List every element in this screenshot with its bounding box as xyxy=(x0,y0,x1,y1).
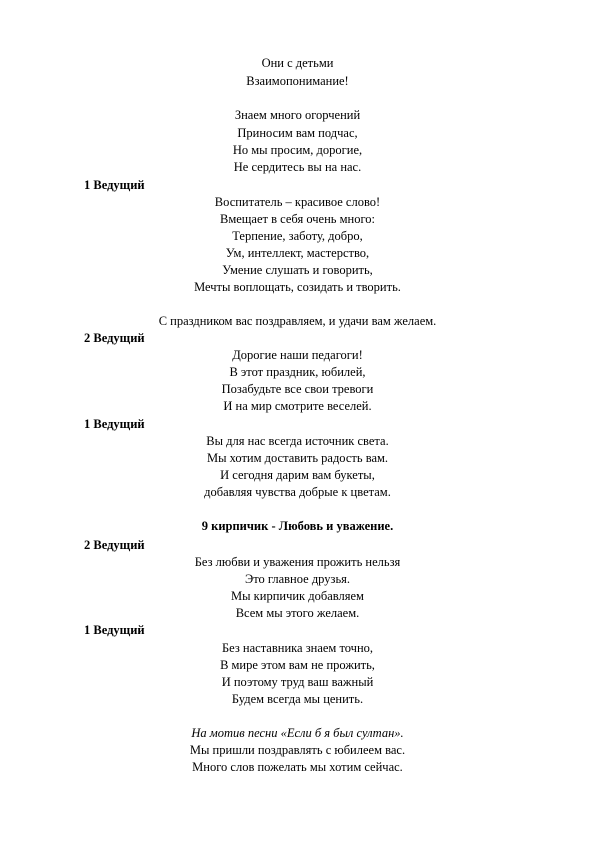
speaker-label: 2 Ведущий xyxy=(84,331,145,345)
poem-line: Вы для нас всегда источник света. xyxy=(206,434,389,448)
text-line: Они с детьми xyxy=(261,56,334,70)
poem-line: И на мир смотрите веселей. xyxy=(223,399,372,413)
poem-line: Не сердитесь вы на нас. xyxy=(233,160,362,174)
poem-line: Без любви и уважения прожить нельзя xyxy=(194,555,401,569)
song-intro: На мотив песни «Если б я был султан». xyxy=(191,726,404,740)
speaker-label: 1 Ведущий xyxy=(84,417,145,431)
poem-line: И поэтому труд ваш важный xyxy=(221,675,374,689)
speaker-label: 2 Ведущий xyxy=(84,538,145,552)
poem-line: Воспитатель – красивое слово! xyxy=(214,195,381,209)
poem-line: Терпение, заботу, добро, xyxy=(232,229,363,243)
greeting-line: С праздником вас поздравляем, и удачи вам желаем. xyxy=(158,314,437,328)
poem-line: Без наставника знаем точно, xyxy=(221,641,374,655)
poem-line: Это главное друзья. xyxy=(244,572,351,586)
poem-line: Мечты воплощать, созидать и творить. xyxy=(194,280,401,294)
poem-line: добавляя чувства добрые к цветам. xyxy=(204,485,391,499)
poem-line: Будем всегда мы ценить. xyxy=(231,692,364,706)
text-line: Взаимопонимание! xyxy=(246,74,349,88)
poem-line: Позабудьте все свои тревоги xyxy=(221,382,374,396)
poem-line: Вмещает в себя очень много: xyxy=(220,212,375,226)
poem-line: Мы хотим доставить радость вам. xyxy=(206,451,389,465)
poem-line: Но мы просим, дорогие, xyxy=(232,143,363,157)
poem-line: В этот праздник, юбилей, xyxy=(229,365,366,379)
poem-line: Дорогие наши педагоги! xyxy=(232,348,363,362)
poem-line: Много слов пожелать мы хотим сейчас. xyxy=(192,760,403,774)
poem-line: Умение слушать и говорить, xyxy=(222,263,373,277)
poem-line: Мы пришли поздравлять с юбилеем вас. xyxy=(189,743,406,757)
poem-line: Мы кирпичик добавляем xyxy=(231,589,364,603)
poem-line: В мире этом вам не прожить, xyxy=(220,658,375,672)
poem-line: Приносим вам подчас, xyxy=(237,126,358,140)
poem-line: Ум, интеллект, мастерство, xyxy=(225,246,370,260)
poem-line: Всем мы этого желаем. xyxy=(235,606,360,620)
speaker-label: 1 Ведущий xyxy=(84,178,145,192)
poem-line: И сегодня дарим вам букеты, xyxy=(220,468,375,482)
speaker-label: 1 Ведущий xyxy=(84,623,145,637)
poem-line: Знаем много огорчений xyxy=(234,108,361,122)
section-heading: 9 кирпичик - Любовь и уважение. xyxy=(201,519,394,533)
